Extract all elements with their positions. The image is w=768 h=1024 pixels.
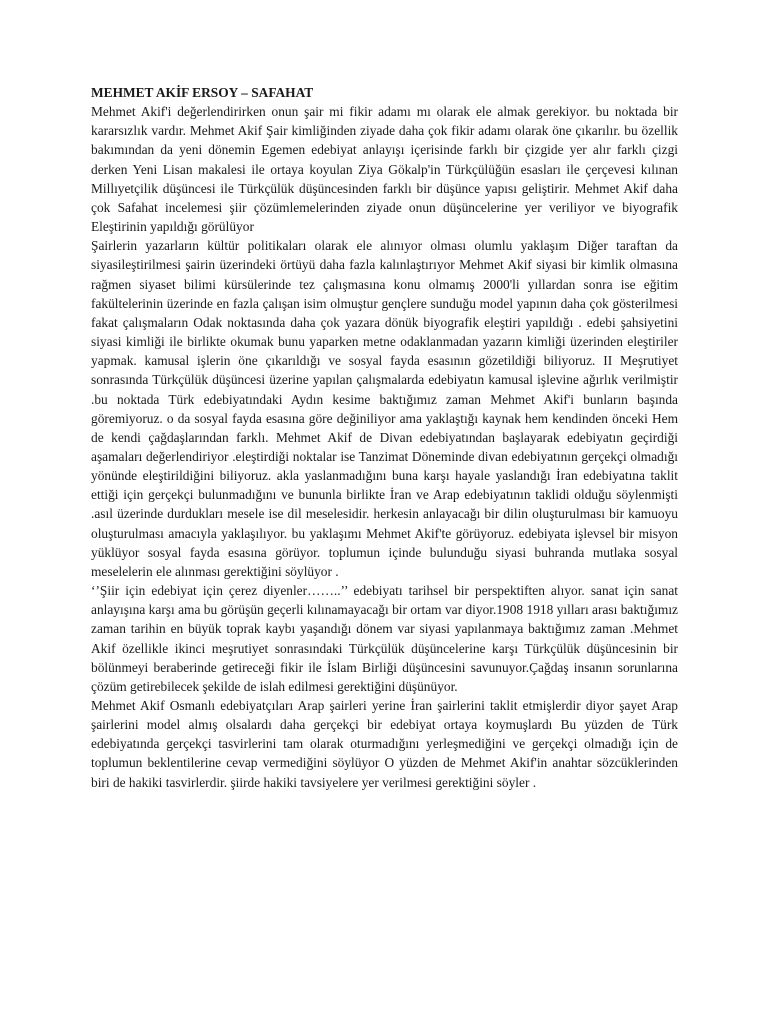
paragraph-2: Şairlerin yazarların kültür politikaları olarak ele alınıyor olması olumlu yaklaşım Diğer taraftan da siyasileştirilmesi şairin üzerindeki örtüyü daha fazla kalınlaştırıyor Mehmet Akif siyasi bir kimlik olmasına rağmen siyaset bilimi kürsülerinde tez çalışmasına konu olmamış 2000'li yıllardan sonra ise eğitim fakültelerinin üzerinde en fazla çalışan isim olmuştur gençlere sunduğu model yapının daha çok gösterilmesi fakat çalışmaların Odak noktasında daha çok yazara dönük biyografik eleştiri yapıldığı . edebi şahsiyetini siyasi kimliği ile birlikte okumak bunu yaparken metne odaklanmadan yazarın kimliği üzerinden eleştiriler yapmak. kamusal işlerin öne çıkarıldığı ve sosyal fayda esasının gözetildiği biliyoruz. II Meşrutiyet sonrasında Türkçülük düşüncesi üzerine yapılan çalışmalarda edebiyatın kamusal işlevine ağırlık verilmiştir .bu noktada Türk edebiyatındaki Aydın kesime baktığımız zaman Mehmet Akif'i bunların başında göremiyoruz. o da sosyal fayda esasına göre değiniliyor ama yaklaştığı kaynak hem kendinden önceki Hem de kendi çağdaşlarından farklı. Mehmet Akif de Divan edebiyatından başlayarak edebiyatın geçirdiği aşamaları değerlendiriyor .eleştirdiği noktalar ise Tanzimat Döneminde divan edebiyatının gerçekçi olmadığı yönünde eleştirildiğini biliyoruz. akla yaslanmadığını buna karşı hayale yaslandığı İran edebiyatına taklit ettiği için gerçekçi bulunmadığını ve bununla birlikte İran ve Arap edebiyatının taklidi olduğu söylenmişti .asıl üzerinde durdukları mesele ise dil meselesidir. herkesin anlayacağı bir dilin oluşturulması bir kamuoyu oluşturulması amacıyla yaklaşılıyor. bu yaklaşımı Mehmet Akif'te görüyoruz. edebiyata işlevsel bir misyon yüklüyor sosyal fayda esasına görüyor. toplumun içinde bulunduğu siyasi buhranda mutlaka sosyal meselelerin ele alınması gerektiğini söylüyor .	[91, 238, 678, 579]
document-title: MEHMET AKİF ERSOY – SAFAHAT	[91, 85, 314, 100]
paragraph-4: Mehmet Akif Osmanlı edebiyatçıları Arap şairleri yerine İran şairlerini taklit etmişlerdir diyor şayet Arap şairlerini model almış olsalardı daha gerçekçi bir edebiyat ortaya koymuşlardı Bu yüzden de Türk edebiyatında gerçekçi tasvirlerini tam olarak oturmadığını yerleşmediğini ve gerçekçi olmadığı için de toplumun beklentilerine cevap vermediğini söylüyor O yüzden de Mehmet Akif'in anahtar sözcüklerinden biri de hakiki tasvirlerdir. şiirde hakiki tavsiyelere yer verilmesi gerektiğini söyler .	[91, 698, 678, 790]
document-body	[91, 83, 678, 792]
paragraph-3: ‘’Şiir için edebiyat için çerez diyenler……..’’ edebiyatı tarihsel bir perspektiften alıyor. sanat için sanat anlayışına karşı ama bu görüşün geçerli kılınamayacağı bir ortam var diyor.1908 1918 yılları arası baktığımız zaman tarihin en büyük toprak kaybı yaşandığı dönem var siyasi yapılanmaya baktığımız zaman .Mehmet Akif özellikle ikinci meşrutiyet sonrasındaki Türkçülük düşüncelerine karşı Türkçülük düşüncesinin bir bölünmeyi beraberinde getireceği fikir ile İslam Birliği düşüncesini savunuyor.Çağdaş insanın sorunlarına çözüm getirebilecek şekilde de islah edilmesi gerektiğini düşünüyor.	[91, 583, 678, 694]
paragraph-1: Mehmet Akif'i değerlendirirken onun şair mi fikir adamı mı olarak ele almak gerekiyor. bu noktada bir kararsızlık vardır. Mehmet Akif Şair kimliğinden ziyade daha çok fikir adamı olarak öne çıkarılır. bu özellik bakımından da yeni dönemin Egemen edebiyat anlayışı içerisinde farklı bir çizgide yer alır farklı çizgi derken Yeni Lisan makalesi ile ortaya koyulan Ziya Gökalp'in Türkçülüğün esasları ile çerçevesi kılınan Millıyetçilik düşüncesi ile Türkçülük düşüncesinden farklı bir düşünce yapısı geliştirir. Mehmet Akif daha çok Safahat incelemesi şiir çözümlemelerinden ziyade onun düşüncelerine yer veriliyor ve biyografik Eleştirinin yapıldığı görülüyor	[91, 104, 678, 235]
